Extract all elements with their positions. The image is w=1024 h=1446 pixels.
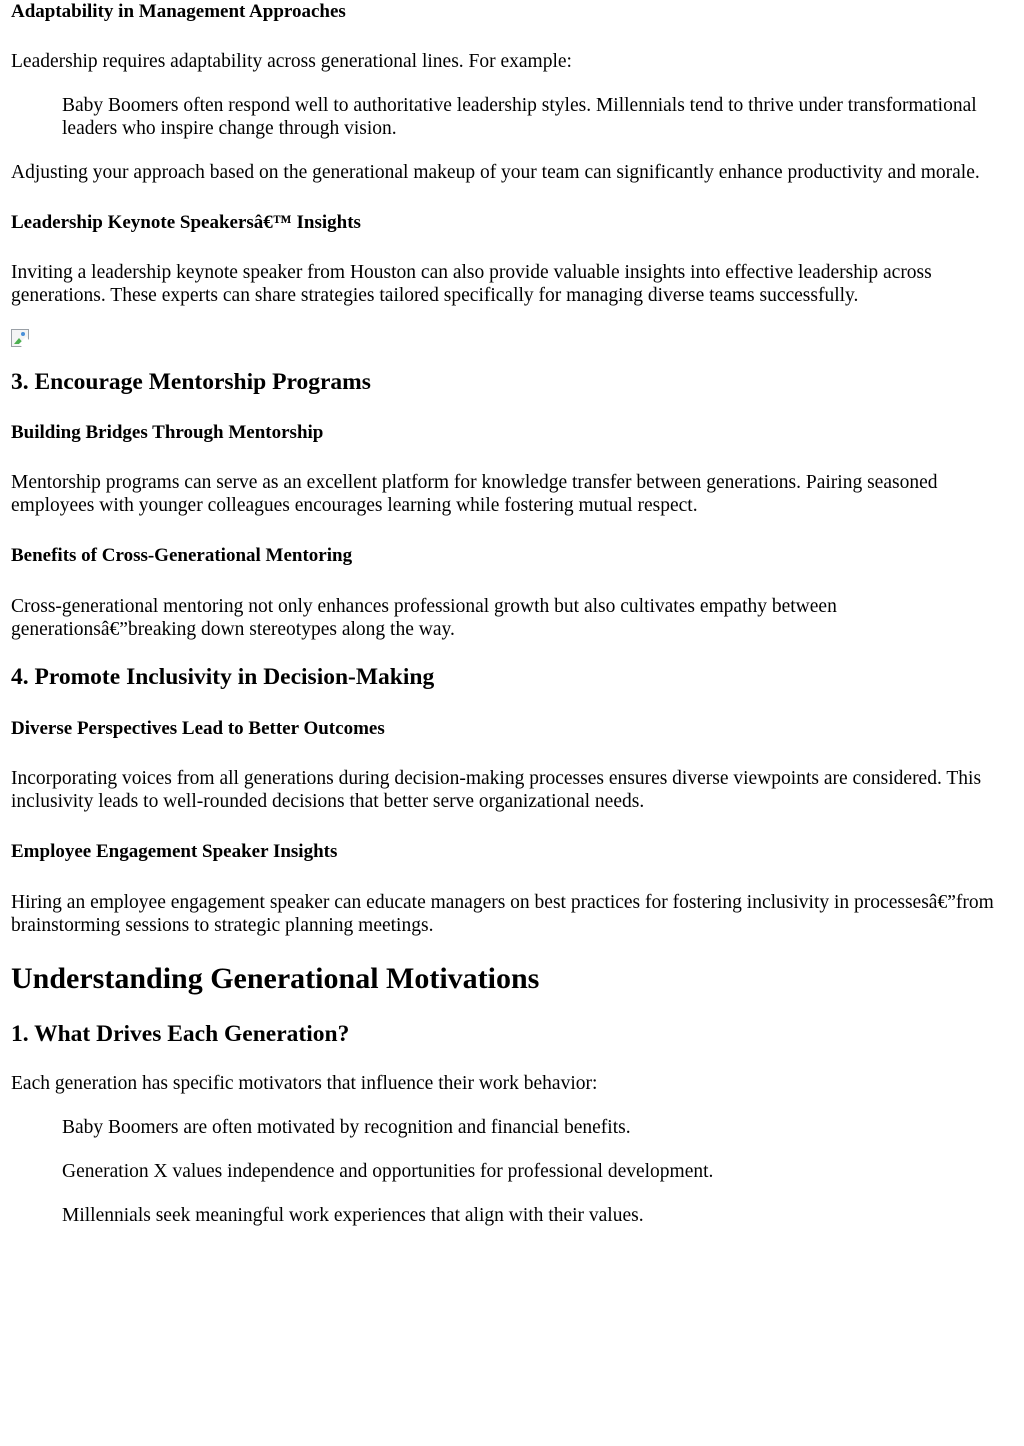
motivations-heading: Understanding Generational Motivations <box>11 962 540 995</box>
inclusivity-sub1-body: Incorporating voices from all generations during decision-making processes ensures diverse viewpoints are considered. This inclusivity leads to well-rounded decisions that better serve organizational needs. <box>11 768 982 812</box>
adaptability-intro: Leadership requires adaptability across generational lines. For example: <box>11 51 572 72</box>
mentorship-sub1-body: Mentorship programs can serve as an excellent platform for knowledge transfer between generations. Pairing seasoned employees with younger colleagues encourages learning while fostering mutual respect. <box>11 472 938 516</box>
mentorship-heading: 3. Encourage Mentorship Programs <box>11 369 371 395</box>
broken-image-icon <box>11 329 31 349</box>
motivations-sub-heading: 1. What Drives Each Generation? <box>11 1021 350 1047</box>
article-body <box>11 0 1006 1227</box>
adaptability-closing: Adjusting your approach based on the generational makeup of your team can significantly enhance productivity and morale. <box>11 162 980 183</box>
mentorship-sub2-heading: Benefits of Cross-Generational Mentoring <box>11 545 353 566</box>
mentorship-sub2-body: Cross-generational mentoring not only enhances professional growth but also cultivates empathy between generationsâ€”breaking down stereotypes along the way. <box>11 596 837 640</box>
mentorship-sub1-heading: Building Bridges Through Mentorship <box>11 422 324 443</box>
motivation-item: Millennials seek meaningful work experiences that align with their values. <box>62 1205 644 1226</box>
inclusivity-sub2-heading: Employee Engagement Speaker Insights <box>11 841 338 862</box>
keynote-heading: Leadership Keynote Speakersâ€™ Insights <box>11 212 361 233</box>
adaptability-example: Baby Boomers often respond well to authoritative leadership styles. Millennials tend to thrive under transformational leaders who inspire change through vision. <box>62 95 977 139</box>
adaptability-heading: Adaptability in Management Approaches <box>11 1 346 22</box>
keynote-body: Inviting a leadership keynote speaker from Houston can also provide valuable insights into effective leadership across generations. These experts can share strategies tailored specifically for managing diverse teams successfully. <box>11 262 932 306</box>
motivation-item: Generation X values independence and opportunities for professional development. <box>62 1161 714 1182</box>
inclusivity-heading: 4. Promote Inclusivity in Decision-Making <box>11 664 435 690</box>
motivation-item: Baby Boomers are often motivated by recognition and financial benefits. <box>62 1117 631 1138</box>
inclusivity-sub2-body: Hiring an employee engagement speaker can educate managers on best practices for fostering inclusivity in processesâ€”from brainstorming sessions to strategic planning meetings. <box>11 892 994 936</box>
inclusivity-sub1-heading: Diverse Perspectives Lead to Better Outcomes <box>11 718 385 739</box>
motivations-intro: Each generation has specific motivators that influence their work behavior: <box>11 1073 598 1094</box>
